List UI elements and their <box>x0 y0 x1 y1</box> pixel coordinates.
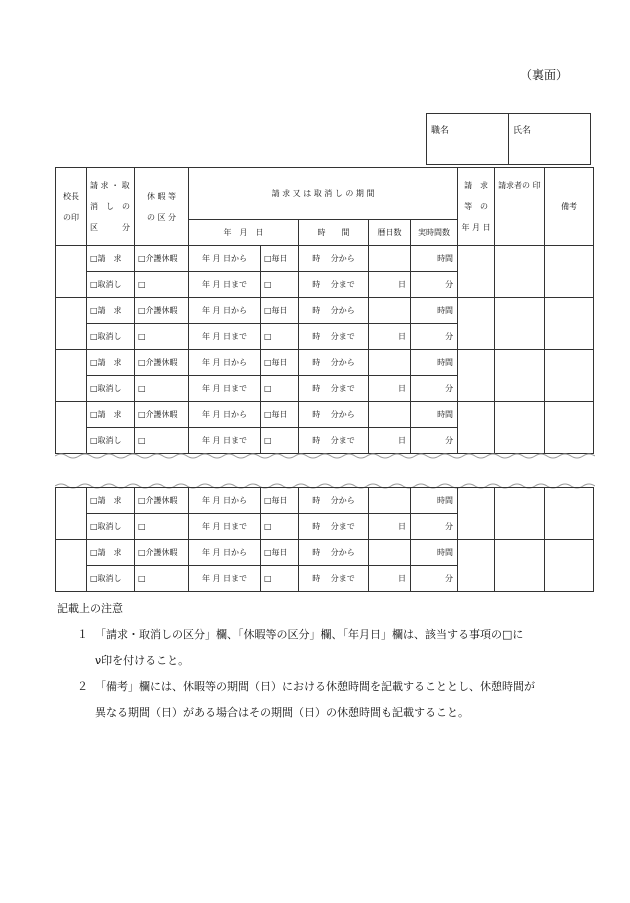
principal-seal-header: 校長 の印 <box>56 168 87 246</box>
other-leave-checkbox[interactable]: □ <box>135 324 189 350</box>
daily-checkbox[interactable]: □毎日 <box>261 298 299 324</box>
days-field[interactable]: 日 <box>369 514 411 540</box>
request-date-field[interactable] <box>458 246 495 298</box>
time-to-field[interactable]: 時 分まで <box>299 324 369 350</box>
time-to-field[interactable]: 時 分まで <box>299 428 369 454</box>
time-to-field[interactable]: 時 分まで <box>299 566 369 592</box>
other-day-checkbox[interactable]: □ <box>261 566 299 592</box>
days-field[interactable]: 日 <box>369 428 411 454</box>
hours-field[interactable]: 時間 <box>411 488 458 514</box>
entry-row <box>56 540 594 566</box>
principal-seal-cell[interactable] <box>56 350 87 402</box>
note-item-continuation: 異なる期間（日）がある場合はその期間（日）の休憩時間も記載すること。 <box>95 706 469 719</box>
other-leave-checkbox[interactable]: □ <box>135 514 189 540</box>
calendar-days-field[interactable] <box>369 246 411 272</box>
job-title-field[interactable]: 職名 <box>427 114 509 164</box>
requester-seal-cell[interactable] <box>495 246 545 298</box>
request-table-upper <box>55 167 594 454</box>
date-to-field[interactable]: 年 月 日まで <box>189 566 261 592</box>
time-from-field[interactable]: 時 分から <box>299 350 369 376</box>
note-item: ２ 「備考」欄には、休暇等の期間（日）における休憩時間を記載することとし、休憩時間が <box>77 680 535 693</box>
daily-checkbox[interactable]: □毎日 <box>261 402 299 428</box>
other-leave-checkbox[interactable]: □ <box>135 272 189 298</box>
principal-seal-cell[interactable] <box>56 402 87 454</box>
time-from-field[interactable]: 時 分から <box>299 402 369 428</box>
remarks-field[interactable] <box>545 402 594 454</box>
other-leave-checkbox[interactable]: □ <box>135 376 189 402</box>
request-date-field[interactable] <box>458 298 495 350</box>
entry-row <box>56 350 594 376</box>
date-from-field[interactable]: 年 月 日から <box>189 488 261 514</box>
cancel-checkbox[interactable]: □取消し <box>87 376 135 402</box>
time-from-field[interactable]: 時 分から <box>299 246 369 272</box>
entry-row <box>56 246 594 272</box>
date-to-field[interactable]: 年 月 日まで <box>189 514 261 540</box>
minutes-field[interactable]: 分 <box>411 272 458 298</box>
title-box <box>426 113 591 165</box>
requester-seal-cell[interactable] <box>495 402 545 454</box>
calendar-days-field[interactable] <box>369 540 411 566</box>
time-from-field[interactable]: 時 分から <box>299 488 369 514</box>
other-day-checkbox[interactable]: □ <box>261 514 299 540</box>
request-checkbox[interactable]: □請 求 <box>87 488 135 514</box>
remarks-header: 備考 <box>545 168 594 246</box>
hours-field[interactable]: 時間 <box>411 298 458 324</box>
date-from-field[interactable]: 年 月 日から <box>189 402 261 428</box>
cancel-checkbox[interactable]: □取消し <box>87 272 135 298</box>
daily-checkbox[interactable]: □毎日 <box>261 350 299 376</box>
calendar-days-field[interactable] <box>369 402 411 428</box>
care-leave-checkbox[interactable]: □介護休暇 <box>135 402 189 428</box>
hours-field[interactable]: 時間 <box>411 402 458 428</box>
daily-checkbox[interactable]: □毎日 <box>261 540 299 566</box>
days-field[interactable]: 日 <box>369 566 411 592</box>
other-leave-checkbox[interactable]: □ <box>135 566 189 592</box>
cancel-checkbox[interactable]: □取消し <box>87 324 135 350</box>
table-break-wave <box>55 452 595 492</box>
entry-row <box>56 402 594 428</box>
request-checkbox[interactable]: □請 求 <box>87 298 135 324</box>
requester-seal-header: 請求者の 印 <box>495 168 545 246</box>
other-day-checkbox[interactable]: □ <box>261 324 299 350</box>
principal-seal-cell[interactable] <box>56 298 87 350</box>
notes-heading: 記載上の注意 <box>57 602 123 615</box>
request-checkbox[interactable]: □請 求 <box>87 540 135 566</box>
request-date-header: 請 求 等 の 年 月 日 <box>458 168 495 246</box>
request-date-field[interactable] <box>458 540 495 592</box>
request-table-lower <box>55 487 594 592</box>
note-item: １ 「請求・取消しの区分」欄、「休暇等の区分」欄、「年月日」欄は、該当する事項の□に <box>77 628 524 641</box>
date-to-field[interactable]: 年 月 日まで <box>189 428 261 454</box>
name-field[interactable]: 氏名 <box>513 126 532 136</box>
entry-row <box>56 298 594 324</box>
care-leave-checkbox[interactable]: □介護休暇 <box>135 246 189 272</box>
other-day-checkbox[interactable]: □ <box>261 428 299 454</box>
request-checkbox[interactable]: □請 求 <box>87 350 135 376</box>
minutes-field[interactable]: 分 <box>411 324 458 350</box>
calendar-days-header: 暦日数 <box>369 220 411 246</box>
minutes-field[interactable]: 分 <box>411 514 458 540</box>
time-to-field[interactable]: 時 分まで <box>299 514 369 540</box>
date-to-field[interactable]: 年 月 日まで <box>189 272 261 298</box>
request-checkbox[interactable]: □請 求 <box>87 402 135 428</box>
request-date-field[interactable] <box>458 488 495 540</box>
other-day-checkbox[interactable]: □ <box>261 272 299 298</box>
hours-field[interactable]: 時間 <box>411 350 458 376</box>
other-leave-checkbox[interactable]: □ <box>135 428 189 454</box>
principal-seal-cell[interactable] <box>56 246 87 298</box>
request-date-field[interactable] <box>458 350 495 402</box>
minutes-field[interactable]: 分 <box>411 428 458 454</box>
cancel-checkbox[interactable]: □取消し <box>87 514 135 540</box>
request-date-field[interactable] <box>458 402 495 454</box>
principal-seal-cell[interactable] <box>56 540 87 592</box>
principal-seal-cell[interactable] <box>56 488 87 540</box>
time-header: 時 間 <box>299 220 369 246</box>
date-to-field[interactable]: 年 月 日まで <box>189 324 261 350</box>
requester-seal-cell[interactable] <box>495 298 545 350</box>
checkmark-icon: ν <box>95 654 102 667</box>
time-to-field[interactable]: 時 分まで <box>299 272 369 298</box>
remarks-field[interactable] <box>545 350 594 402</box>
days-field[interactable]: 日 <box>369 376 411 402</box>
request-checkbox[interactable]: □請 求 <box>87 246 135 272</box>
requester-seal-cell[interactable] <box>495 540 545 592</box>
time-from-field[interactable]: 時 分から <box>299 298 369 324</box>
note-item-continuation: ν印を付けること。 <box>57 648 587 674</box>
calendar-days-field[interactable] <box>369 488 411 514</box>
other-day-checkbox[interactable]: □ <box>261 376 299 402</box>
days-field[interactable]: 日 <box>369 272 411 298</box>
date-to-field[interactable]: 年 月 日まで <box>189 376 261 402</box>
cancel-checkbox[interactable]: □取消し <box>87 428 135 454</box>
calendar-days-field[interactable] <box>369 298 411 324</box>
time-to-field[interactable]: 時 分まで <box>299 376 369 402</box>
request-cancel-type-header: 請 求 ・ 取 消 し の 区 分 <box>87 168 135 246</box>
page-side-label: （裏面） <box>520 68 569 82</box>
care-leave-checkbox[interactable]: □介護休暇 <box>135 488 189 514</box>
minutes-field[interactable]: 分 <box>411 566 458 592</box>
cancel-checkbox[interactable]: □取消し <box>87 566 135 592</box>
date-header: 年 月 日 <box>189 220 299 246</box>
remarks-field[interactable] <box>545 488 594 540</box>
minutes-field[interactable]: 分 <box>411 376 458 402</box>
requester-seal-cell[interactable] <box>495 350 545 402</box>
date-from-field[interactable]: 年 月 日から <box>189 540 261 566</box>
remarks-field[interactable] <box>545 540 594 592</box>
date-from-field[interactable]: 年 月 日から <box>189 298 261 324</box>
date-from-field[interactable]: 年 月 日から <box>189 246 261 272</box>
remarks-field[interactable] <box>545 298 594 350</box>
care-leave-checkbox[interactable]: □介護休暇 <box>135 540 189 566</box>
leave-type-header: 休 暇 等 の 区 分 <box>135 168 189 246</box>
period-header: 請 求 又 は 取 消 し の 期 間 <box>189 168 458 220</box>
date-from-field[interactable]: 年 月 日から <box>189 350 261 376</box>
remarks-field[interactable] <box>545 246 594 298</box>
days-field[interactable]: 日 <box>369 324 411 350</box>
requester-seal-cell[interactable] <box>495 488 545 540</box>
daily-checkbox[interactable]: □毎日 <box>261 488 299 514</box>
actual-hours-header: 実時間数 <box>411 220 458 246</box>
calendar-days-field[interactable] <box>369 350 411 376</box>
hours-field[interactable]: 時間 <box>411 246 458 272</box>
entry-row <box>56 488 594 514</box>
care-leave-checkbox[interactable]: □介護休暇 <box>135 298 189 324</box>
time-from-field[interactable]: 時 分から <box>299 540 369 566</box>
hours-field[interactable]: 時間 <box>411 540 458 566</box>
notes-section <box>57 596 587 726</box>
daily-checkbox[interactable]: □毎日 <box>261 246 299 272</box>
care-leave-checkbox[interactable]: □介護休暇 <box>135 350 189 376</box>
